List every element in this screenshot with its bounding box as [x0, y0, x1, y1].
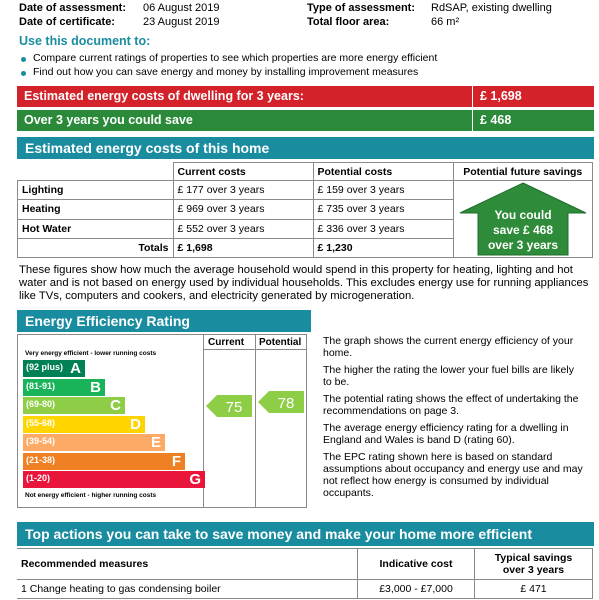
row-current: £ 177 over 3 years — [173, 181, 313, 200]
costs-table — [17, 162, 593, 258]
band-range: (1-20) — [26, 473, 51, 483]
col-savings-header — [475, 549, 593, 580]
row-label: Lighting — [18, 181, 174, 200]
totals-current: £ 1,698 — [173, 238, 313, 257]
potential-rating-arrow — [258, 391, 306, 413]
rating-title: Energy Efficiency Rating — [25, 313, 190, 329]
date-assessment-value: 06 August 2019 — [143, 2, 220, 14]
rating-paragraph-2: The higher the rating the lower your fuel bills are likely to be. — [323, 364, 574, 388]
totals-potential: £ 1,230 — [313, 238, 453, 257]
band-range: (81-91) — [26, 380, 56, 391]
figures-paragraph: These figures show how much the average household would spend in this property for heating, lighting and hot water and is not based on energy used by individual households. This excludes energy use for running appliances like TVs, computers and cookers, and electricity generated by microgeneration. — [19, 264, 589, 302]
use-doc-bullet-1: Compare current ratings of properties to see which properties are more energy efficient — [33, 52, 438, 64]
actions-table — [17, 548, 593, 599]
costs-header-row — [18, 163, 593, 181]
future-savings-cell — [453, 181, 593, 258]
rating-paragraph-4: The average energy efficiency rating for a dwelling in England and Wales is band D (rating 60). — [323, 422, 569, 446]
rating-col-potential: Potential — [259, 337, 302, 348]
actions-header-row — [17, 549, 593, 580]
totals-label: Totals — [18, 238, 174, 257]
col-future-header: Potential future savings — [453, 163, 593, 181]
col-cost-header: Indicative cost — [358, 549, 475, 580]
row-current: £ 552 over 3 years — [173, 219, 313, 238]
band-range: (92 plus) — [26, 362, 64, 372]
date-certificate-value: 23 August 2019 — [143, 16, 220, 28]
rating-bottom-note: Not energy efficient - higher running costs — [25, 492, 157, 499]
rating-top-note: Very energy efficient - lower running costs — [25, 350, 157, 357]
date-certificate-label: Date of certificate: — [19, 16, 115, 28]
rating-band-b — [23, 379, 105, 396]
rating-band-c — [23, 397, 125, 414]
rating-chart — [17, 334, 307, 508]
band-letter: D — [130, 415, 141, 433]
costs-title: Estimated energy costs of this home — [25, 140, 270, 156]
rating-col-current: Current — [208, 337, 245, 348]
type-assessment-value: RdSAP, existing dwelling — [431, 2, 552, 14]
col-savings-line-1: Typical savings — [494, 552, 573, 564]
row-label: Heating — [18, 200, 174, 219]
bullet-icon — [21, 57, 26, 62]
rating-band-g — [23, 471, 205, 488]
rating-band-a — [23, 360, 85, 377]
floor-area-label: Total floor area: — [307, 16, 390, 28]
col-potential-header: Potential costs — [313, 163, 453, 181]
row-current: £ 969 over 3 years — [173, 200, 313, 219]
up-arrow-icon — [458, 181, 588, 257]
measure-name: 1 Change heating to gas condensing boiler — [17, 580, 358, 599]
row-potential: £ 336 over 3 years — [313, 219, 453, 238]
row-label: Hot Water — [18, 219, 174, 238]
costs-section-header — [17, 137, 594, 159]
type-assessment-label: Type of assessment: — [307, 2, 416, 14]
date-assessment-label: Date of assessment: — [19, 2, 126, 14]
col-measures-header: Recommended measures — [17, 549, 358, 580]
band-range: (69-80) — [26, 399, 56, 409]
save-banner-label: Over 3 years you could save — [24, 113, 193, 127]
table-row — [17, 580, 593, 599]
rating-paragraph-5: The EPC rating shown here is based on standard assumptions about occupancy and energy use and may not reflect how energy is consumed by individual occupants. — [323, 451, 583, 499]
row-potential: £ 735 over 3 years — [313, 200, 453, 219]
band-letter: E — [150, 434, 161, 451]
rating-section-header — [17, 310, 311, 332]
potential-rating-value: 78 — [277, 395, 295, 412]
arrow-line-3: over 3 years — [487, 238, 558, 252]
save-banner-value: £ 468 — [472, 110, 511, 131]
arrow-line-2: save £ 468 — [492, 223, 553, 237]
current-rating-value: 75 — [225, 399, 243, 416]
cost-banner-label: Estimated energy costs of dwelling for 3 years: — [24, 89, 304, 103]
band-letter: B — [90, 378, 101, 396]
arrow-line-1: You could — [494, 208, 552, 222]
band-letter: A — [70, 360, 81, 377]
rating-paragraph-1: The graph shows the current energy efficiency of your home. — [323, 335, 574, 359]
col-current-header: Current costs — [173, 163, 313, 181]
floor-area-value: 66 m² — [431, 16, 460, 28]
actions-title: Top actions you can take to save money and make your home more efficient — [25, 526, 532, 542]
measure-cost: £3,000 - £7,000 — [358, 580, 475, 599]
measure-savings: £ 471 — [475, 580, 593, 599]
rating-band-e — [23, 434, 165, 451]
cost-banner — [17, 86, 594, 107]
row-potential: £ 159 over 3 years — [313, 181, 453, 200]
band-range: (21-38) — [26, 454, 56, 465]
band-letter: C — [110, 397, 121, 414]
current-rating-arrow — [206, 395, 254, 417]
table-row — [18, 181, 593, 200]
rating-band-f — [23, 453, 185, 470]
actions-section-header — [17, 522, 594, 546]
use-doc-title: Use this document to: — [19, 34, 151, 48]
band-letter: G — [189, 471, 201, 488]
col-savings-line-2: over 3 years — [502, 564, 565, 576]
rating-band-d — [23, 416, 145, 433]
use-doc-bullet-2: Find out how you can save energy and money by installing improvement measures — [33, 66, 419, 78]
rating-paragraph-3: The potential rating shows the effect of undertaking the recommendations on page 3. — [323, 393, 579, 417]
bullet-icon — [21, 71, 26, 76]
band-range: (39-54) — [26, 436, 56, 446]
save-banner — [17, 110, 594, 131]
cost-banner-value: £ 1,698 — [472, 86, 522, 107]
band-letter: F — [171, 452, 181, 470]
band-range: (55-68) — [26, 417, 56, 428]
